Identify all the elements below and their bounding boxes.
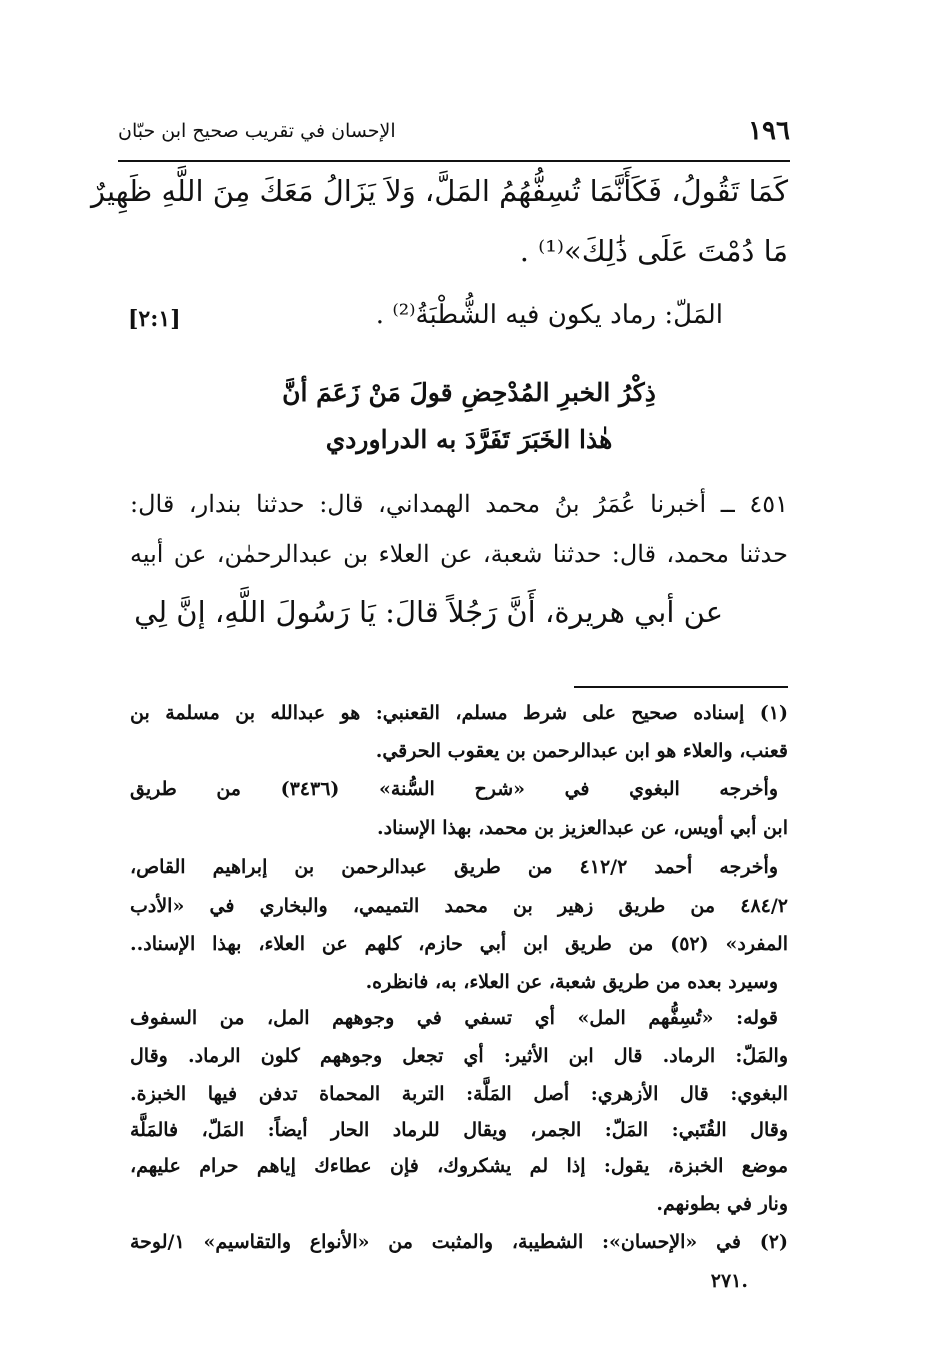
- gloss-line: المَلّ: رماد يكون فيه الشُّطْبَةُ⁽²⁾ .: [375, 300, 723, 330]
- footnote-line: قوله: «تُسِفُّهم المل» أي تسفي في وجوههم المل، من السفوف: [130, 1007, 778, 1029]
- footnote-line: والمَلّ: الرماد. قال ابن الأثير: أي تجعل وجوههم كلون الرماد. وقال: [130, 1045, 788, 1067]
- running-title: الإحسان في تقريب صحيح ابن حبّان: [118, 120, 396, 142]
- footnote-line: ابن أبي أويس، عن عبدالعزيز بن محمد، بهذا الإسناد.: [377, 817, 788, 839]
- footnote-separator: [574, 686, 788, 688]
- footnote-line: ٤٨٤/٢ من طريق زهير بن محمد التميمي، والبخاري في «الأدب: [130, 895, 788, 917]
- header-rule: [118, 160, 790, 162]
- footnote-line: (٢) في «الإحسان»: الشطيبة، والمثبت من «الأنواع والتقاسيم» ١/لوحة: [130, 1231, 788, 1253]
- page-header: [118, 112, 790, 156]
- footnote-line: قعنب، والعلاء هو ابن عبدالرحمن بن يعقوب الحرقي.: [375, 740, 788, 762]
- footnote-line: وأخرجه أحمد ٤١٢/٢ من طريق عبدالرحمن بن إبراهيم القاص،: [130, 856, 778, 878]
- footnote-line: وأخرجه البغوي في «شرح السُّنة» (٣٤٣٦) من طريق: [130, 778, 778, 800]
- footnote-line: ونار في بطونهم.: [656, 1193, 788, 1215]
- main-text-line: مَا دُمْتَ عَلَى ذَٰلِكَ»⁽¹⁾ .: [519, 234, 788, 268]
- chapter-heading: ذِكْرُ الخبرِ المُدْحِضِ قولَ مَنْ زَعَمَ أنَّ: [282, 378, 656, 407]
- footnote-line: (١) إسناده صحيح على شرط مسلم، القعنبي: هو عبدالله بن مسلمة بن: [130, 702, 788, 724]
- footnote-line: وسيرد بعده من طريق شعبة، عن العلاء، به، فانظره.: [365, 971, 778, 993]
- footnote-line: وقال القُتَبي: المَلّ: الجمر، ويقال للرماد الحار أيضاً: المَلّ، فالمَلَّة: [130, 1119, 788, 1141]
- footnote-line: البغوي: قال الأزهري: أصل المَلَّة: التربة المحماة تدفن فيها الخبزة.: [130, 1083, 788, 1105]
- hadith-line: حدثنا محمد، قال: حدثنا شعبة، عن العلاء بن عبدالرحمٰن، عن أبيه: [130, 540, 788, 568]
- footnote-line: .٢٧١: [710, 1270, 748, 1292]
- hadith-line: عن أبي هريرة، أَنَّ رَجُلاً قالَ: يَا رَسُولَ اللَّهِ، إنَّ لِي: [134, 595, 723, 629]
- chapter-heading: هٰذا الخَبَرَ تَفَرَّدَ به الدراوردي: [325, 425, 613, 454]
- hadith-line: ٤٥١ ــ أخبرنا عُمَرُ بنُ محمد الهمداني، قال: حدثنا بندار، قال:: [130, 490, 788, 518]
- reference-code: [٢:١]: [128, 306, 181, 332]
- footnote-line: المفرد» (٥٢) من طريق ابن أبي حازم، كلهم عن العلاء، بهذا الإسناد..: [130, 933, 789, 955]
- footnote-line: موضع الخبزة، يقول: إذا لم يشكروك، فإن عطاءك إياهم حرام عليهم،: [130, 1155, 788, 1177]
- main-text-line: كَمَا تَقُولُ، فَكَأَنَّمَا تُسِفُّهُمُ المَلَّ، وَلاَ يَزَالُ مَعَكَ مِنَ اللَّهِ ظَهِيرٌ: [91, 174, 788, 208]
- page-number: ١٩٦: [748, 116, 790, 146]
